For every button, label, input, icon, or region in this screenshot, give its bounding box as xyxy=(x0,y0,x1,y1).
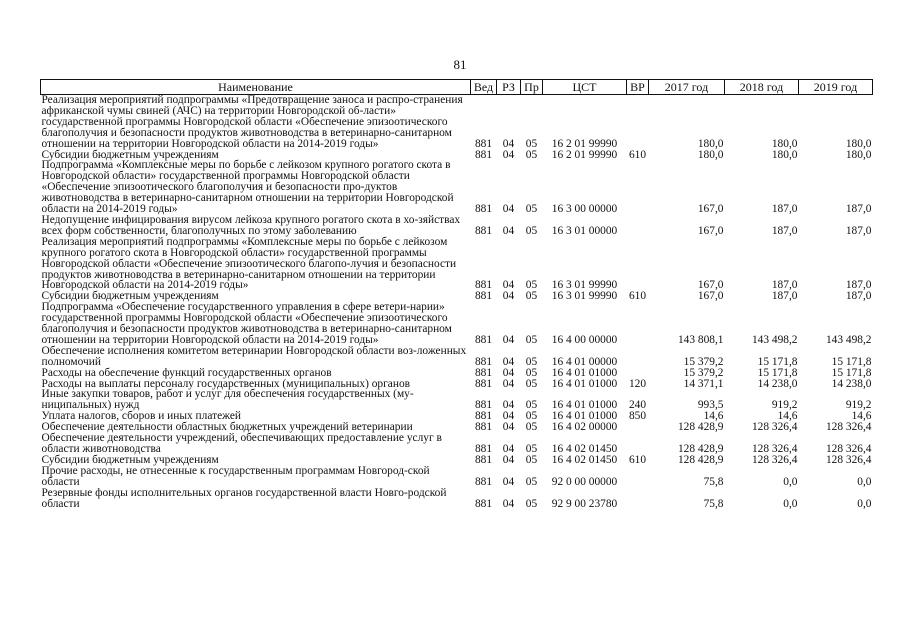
row-2019: 15 171,8 xyxy=(831,355,872,368)
row-vr: 610 xyxy=(628,290,647,303)
row-cst: 16 2 01 99990 xyxy=(551,137,618,150)
row-ved: 881 xyxy=(474,410,493,423)
row-vr xyxy=(627,160,649,215)
row-ved: 881 xyxy=(474,203,493,216)
row-ved: 881 xyxy=(474,333,493,346)
row-2019: 128 326,4 xyxy=(825,421,872,434)
row-name: Реализация мероприятий подпрограммы «Комплексные меры по борьбе с лейкозом крупного рогатого скота в Новгородской области» государственной программы Новгородской области «Обеспечение эпизоотического благопо-лучия и безопасности продуктов животноводства в ветеринарно-санитарном отношении на территории Новгородской области на 2014-2019 годы» xyxy=(41,235,457,292)
row-pr: 05 xyxy=(525,443,538,455)
row-ved: 881 xyxy=(474,137,493,150)
row-vr xyxy=(627,368,649,379)
row-pr: 05 xyxy=(525,453,538,466)
row-2019: 14 238,0 xyxy=(831,377,872,390)
row-2017: 128 428,9 xyxy=(677,421,724,434)
row-2019: 187,0 xyxy=(845,290,872,303)
row-2017: 993,5 xyxy=(697,399,724,412)
row-vr xyxy=(627,422,649,433)
row-cst: 16 3 01 99990 xyxy=(551,279,618,292)
row-name: Резервные фонды исполнительных органов государственной власти Новго-родской области xyxy=(41,486,447,510)
row-2019: 0,0 xyxy=(857,475,872,488)
row-2017: 167,0 xyxy=(697,290,724,303)
row-2019: 180,0 xyxy=(845,137,872,150)
table-row xyxy=(41,488,873,510)
row-2019: 187,0 xyxy=(845,203,872,216)
table-row xyxy=(41,95,873,150)
row-2017: 15 379,2 xyxy=(683,366,724,379)
table-row xyxy=(41,368,873,379)
table-body xyxy=(41,95,873,510)
row-2019: 0,0 xyxy=(857,497,872,510)
row-name: Прочие расходы, не отнесенные к государственным программам Новгород-ской области xyxy=(41,464,430,488)
row-2017: 14 371,1 xyxy=(683,377,724,390)
row-rz: 04 xyxy=(502,137,515,150)
row-2018: 15 171,8 xyxy=(757,366,798,379)
row-vr: 240 xyxy=(628,399,647,412)
row-rz: 04 xyxy=(502,279,515,292)
row-2017: 143 808,1 xyxy=(677,333,724,346)
row-vr: 610 xyxy=(628,453,647,466)
row-cst: 16 4 00 00000 xyxy=(551,333,618,346)
row-vr xyxy=(627,302,649,346)
header-2017: 2017 год xyxy=(649,80,725,95)
row-pr: 05 xyxy=(525,497,538,510)
row-rz: 04 xyxy=(502,203,515,216)
row-cst: 16 4 02 01450 xyxy=(551,443,618,455)
row-pr: 05 xyxy=(525,399,538,412)
row-rz: 04 xyxy=(502,366,515,379)
table-row xyxy=(41,346,873,368)
row-2018: 180,0 xyxy=(771,137,798,150)
table-row xyxy=(41,237,873,292)
table-row xyxy=(41,302,873,346)
header-ved: Вед xyxy=(471,80,497,95)
row-cst: 92 9 00 23780 xyxy=(551,497,618,510)
row-vr: 610 xyxy=(628,148,647,161)
row-ved: 881 xyxy=(474,224,493,237)
row-ved: 881 xyxy=(474,148,493,161)
row-name: Обеспечение деятельности учреждений, обеспечивающих предоставление услуг в области животноводства xyxy=(41,432,442,455)
row-pr: 05 xyxy=(525,137,538,150)
row-rz: 04 xyxy=(502,355,515,368)
row-cst: 16 3 00 00000 xyxy=(551,203,618,216)
row-name: Обеспечение исполнения комитетом ветеринарии Новгородской области воз-ложенных полномочий xyxy=(41,344,467,368)
row-pr: 05 xyxy=(525,410,538,423)
row-2018: 128 326,4 xyxy=(751,453,798,466)
row-2018: 187,0 xyxy=(771,279,798,292)
row-pr: 05 xyxy=(525,366,538,379)
row-vr: 120 xyxy=(628,377,647,390)
row-rz: 04 xyxy=(502,410,515,423)
table-row xyxy=(41,389,873,411)
row-ved: 881 xyxy=(474,497,493,510)
row-rz: 04 xyxy=(502,421,515,434)
row-cst: 16 4 02 01450 xyxy=(551,453,618,466)
table-row xyxy=(41,433,873,455)
row-name: Расходы на выплаты персоналу государственных (муниципальных) органов xyxy=(41,377,411,390)
header-2018: 2018 год xyxy=(725,80,799,95)
row-name: Обеспечение деятельности областных бюджетных учреждений ветеринарии xyxy=(41,421,413,434)
row-2018: 128 326,4 xyxy=(751,421,798,434)
row-ved: 881 xyxy=(474,421,493,434)
row-2018: 180,0 xyxy=(771,148,798,161)
row-name: Субсидии бюджетным учреждениям xyxy=(41,290,219,303)
row-2017: 128 428,9 xyxy=(677,453,724,466)
row-2017: 167,0 xyxy=(697,203,724,216)
row-2017: 180,0 xyxy=(697,137,724,150)
row-2017: 167,0 xyxy=(697,224,724,237)
row-2019: 14,6 xyxy=(851,410,872,423)
table-header-row xyxy=(41,80,873,95)
header-vr: ВР xyxy=(627,80,649,95)
row-cst: 16 2 01 99990 xyxy=(551,148,618,161)
page-number: 81 xyxy=(453,57,467,72)
row-ved: 881 xyxy=(474,355,493,368)
row-2018: 143 498,2 xyxy=(751,333,798,346)
row-2017: 167,0 xyxy=(697,279,724,292)
row-2017: 15 379,2 xyxy=(683,355,724,368)
row-name: Недопущение инфицирования вирусом лейкоза крупного рогатого скота в хо-зяйствах всех форм собственности, благополучных по этому заболеванию xyxy=(41,213,461,237)
row-ved: 881 xyxy=(474,279,493,292)
row-vr xyxy=(627,466,649,488)
row-vr: 850 xyxy=(628,410,647,423)
row-2018: 14 238,0 xyxy=(757,377,798,390)
table-row xyxy=(41,215,873,237)
row-cst: 16 3 01 99990 xyxy=(551,290,618,303)
row-rz: 04 xyxy=(502,333,515,346)
row-2019: 919,2 xyxy=(845,399,872,412)
row-rz: 04 xyxy=(502,377,515,390)
row-2019: 187,0 xyxy=(845,279,872,292)
row-2017: 14,6 xyxy=(703,410,724,423)
row-pr: 05 xyxy=(525,290,538,303)
row-rz: 04 xyxy=(502,443,515,455)
row-pr: 05 xyxy=(525,203,538,216)
row-2017: 75,8 xyxy=(703,497,724,510)
row-vr xyxy=(627,433,649,455)
row-2019: 187,0 xyxy=(845,224,872,237)
row-name: Подпрограмма «Обеспечение государственного управления в сфере ветери-нарии» государственной программы Новгородской области «Обеспечение эпизоотического благополучия и безопасности продуктов животноводства в ветеринарно-санитарном отношении на территории Новгородской области на 2014-2019 годы» xyxy=(41,301,452,346)
row-pr: 05 xyxy=(525,355,538,368)
row-2017: 75,8 xyxy=(703,475,724,488)
row-rz: 04 xyxy=(502,497,515,510)
header-cst: ЦСТ xyxy=(543,80,627,95)
header-rz: РЗ xyxy=(497,80,521,95)
row-2019: 180,0 xyxy=(845,148,872,161)
row-pr: 05 xyxy=(525,421,538,434)
row-vr xyxy=(627,95,649,150)
row-ved: 881 xyxy=(474,377,493,390)
row-rz: 04 xyxy=(502,224,515,237)
row-ved: 881 xyxy=(474,475,493,488)
row-ved: 881 xyxy=(474,366,493,379)
budget-table xyxy=(40,79,873,509)
row-cst: 16 4 01 01000 xyxy=(551,399,618,412)
row-vr xyxy=(627,237,649,292)
row-cst: 16 3 01 00000 xyxy=(551,224,618,237)
row-pr: 05 xyxy=(525,279,538,292)
table-row xyxy=(41,466,873,488)
row-2018: 187,0 xyxy=(771,290,798,303)
row-rz: 04 xyxy=(502,475,515,488)
row-pr: 05 xyxy=(525,475,538,488)
header-pr: Пр xyxy=(521,80,543,95)
row-cst: 16 4 01 00000 xyxy=(551,355,618,368)
row-cst: 16 4 01 01000 xyxy=(551,410,618,423)
table-row xyxy=(41,160,873,215)
row-name: Расходы на обеспечение функций государственных органов xyxy=(41,366,332,379)
row-cst: 16 4 01 01000 xyxy=(551,377,618,390)
row-name: Субсидии бюджетным учреждениям xyxy=(41,453,219,466)
row-2019: 143 498,2 xyxy=(825,333,872,346)
row-name: Реализация мероприятий подпрограммы «Предотвращение заноса и распро-странения африканской чумы свиней (АЧС) на территории Новгородской об-ласти» государственной программы Новгородской области «Обеспечение эпизоотического благополучия и безопасности продуктов животноводства в ветеринарно-санитарном отношении на территории Новгородской области на 2014-2019 годы» xyxy=(41,94,463,150)
header-name: Наименование xyxy=(41,80,471,95)
row-2018: 128 326,4 xyxy=(751,443,798,455)
row-rz: 04 xyxy=(502,453,515,466)
row-2019: 128 326,4 xyxy=(825,443,872,455)
row-2018: 187,0 xyxy=(771,203,798,216)
row-pr: 05 xyxy=(525,224,538,237)
row-cst: 16 4 01 01000 xyxy=(551,366,618,379)
row-ved: 881 xyxy=(474,453,493,466)
row-rz: 04 xyxy=(502,399,515,412)
row-pr: 05 xyxy=(525,148,538,161)
row-2019: 15 171,8 xyxy=(831,366,872,379)
row-vr xyxy=(627,215,649,237)
row-name: Уплата налогов, сборов и иных платежей xyxy=(41,410,241,423)
row-name: Подпрограмма «Комплексные меры по борьбе с лейкозом крупного рогатого скота в Новгородской области» государственной программы Новгородской области «Обеспечение эпизоотического благополучия и безопасности про-дуктов животноводства в ветеринарно-санитарном отношении на территории Новгородской области на 2014-2019 годы» xyxy=(41,159,454,216)
row-2018: 919,2 xyxy=(771,399,798,412)
row-ved: 881 xyxy=(474,290,493,303)
row-2019: 128 326,4 xyxy=(825,453,872,466)
row-2018: 15 171,8 xyxy=(757,355,798,368)
row-cst: 92 0 00 00000 xyxy=(551,475,618,488)
row-2017: 128 428,9 xyxy=(677,443,724,455)
row-2018: 0,0 xyxy=(783,475,798,488)
row-2018: 14,6 xyxy=(777,410,798,423)
row-2018: 187,0 xyxy=(771,224,798,237)
row-vr xyxy=(627,346,649,368)
row-2018: 0,0 xyxy=(783,497,798,510)
row-vr xyxy=(627,488,649,510)
header-2019: 2019 год xyxy=(799,80,873,95)
row-cst: 16 4 02 00000 xyxy=(551,421,618,434)
row-pr: 05 xyxy=(525,377,538,390)
row-pr: 05 xyxy=(525,333,538,346)
row-ved: 881 xyxy=(474,399,493,412)
row-rz: 04 xyxy=(502,290,515,303)
row-name: Субсидии бюджетным учреждениям xyxy=(41,148,219,161)
row-2017: 180,0 xyxy=(697,148,724,161)
row-name: Иные закупки товаров, работ и услуг для обеспечения государственных (му-ниципальных) нужд xyxy=(41,388,414,412)
row-rz: 04 xyxy=(502,148,515,161)
row-ved: 881 xyxy=(474,443,493,455)
